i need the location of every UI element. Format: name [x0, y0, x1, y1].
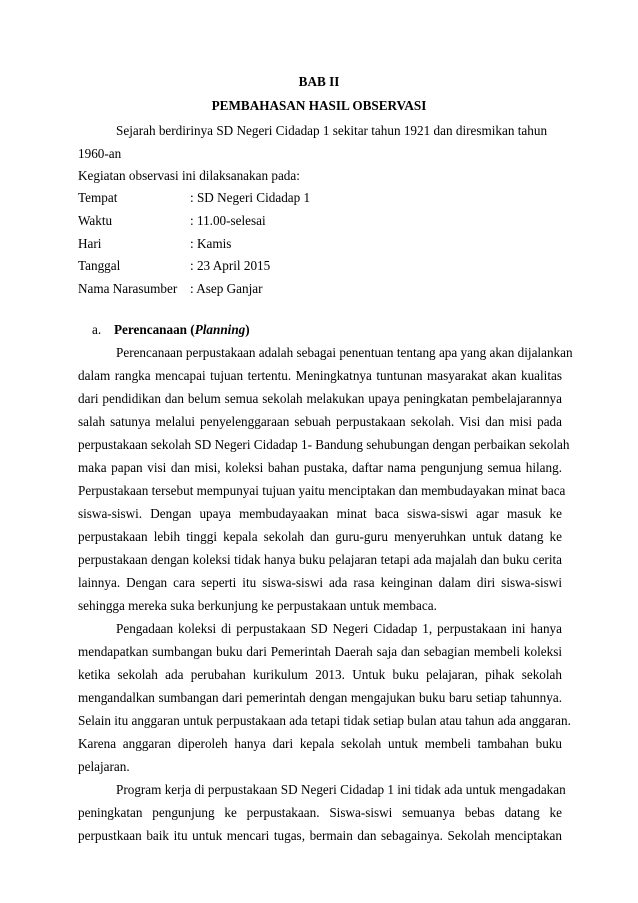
body-line: Program kerja di perpustakaan SD Negeri Cidadap 1 ini tidak ada untuk mengadakan: [116, 782, 566, 797]
field-value-tanggal: : 23 April 2015: [190, 258, 271, 273]
body-line: lainnya. Dengan cara seperti itu siswa-siswi ada rasa keinginan dalam diri siswa-siswi: [78, 575, 562, 590]
body-line: perpustakaan sekolah SD Negeri Cidadap 1- Bandung sehubungan dengan perbaikan sekolah: [78, 437, 570, 452]
body-line: salah satunya melalui penyelenggaraan sebuah perpustakaan sekolah. Visi dan misi pada: [78, 414, 562, 429]
chapter-heading: BAB II: [298, 74, 340, 89]
section-title-suffix: ): [245, 322, 250, 337]
section-title-italic: Planning: [194, 322, 246, 337]
field-label-hari: Hari: [78, 236, 102, 251]
intro-line-3: Kegiatan observasi ini dilaksanakan pada:: [78, 168, 300, 183]
body-line: Karena anggaran diperoleh hanya dari kepala sekolah untuk membeli tambahan buku: [78, 736, 562, 751]
body-line: Perencanaan perpustakaan adalah sebagai penentuan tentang apa yang akan dijalankan: [116, 345, 573, 360]
body-line: perpustakaan lebih tinggi kepala sekolah dan guru-guru menyeruhkan untuk datang ke: [78, 529, 562, 544]
body-line: dari pendidikan dan belum semua sekolah melakukan upaya peningkatan pembelajarannya: [78, 391, 562, 406]
body-line: Perpustakaan tersebut mempunyai tujuan yaitu menciptakan dan membudayakan minat baca: [78, 483, 566, 498]
body-line: perpustkaan baik itu untuk mencari tugas, bermain dan sebagainya. Sekolah menciptakan: [78, 828, 562, 843]
body-line: pelajaran.: [78, 759, 130, 774]
field-label-tempat: Tempat: [78, 190, 118, 205]
field-value-hari: : Kamis: [190, 236, 232, 251]
field-label-tanggal: Tanggal: [78, 258, 121, 273]
body-line: perpustakaan dengan koleksi tidak hanya buku pelajaran tetapi ada majalah dan buku cerita: [78, 552, 562, 567]
section-heading: [92, 322, 250, 338]
chapter-title: PEMBAHASAN HASIL OBSERVASI: [211, 98, 427, 113]
section-number: a.: [92, 322, 102, 337]
field-value-narasumber: : Asep Ganjar: [190, 281, 263, 296]
field-label-narasumber: Nama Narasumber: [78, 281, 178, 296]
section-title-prefix: Perencanaan (: [114, 322, 195, 337]
body-line: mengandalkan sumbangan dari pemerintah dengan mengajukan buku baru setiap tahunnya.: [78, 690, 562, 705]
body-line: sehingga mereka suka berkunjung ke perpustakaan untuk membaca.: [78, 598, 437, 613]
intro-line-2: 1960-an: [78, 146, 122, 161]
intro-line-1: Sejarah berdirinya SD Negeri Cidadap 1 sekitar tahun 1921 dan diresmikan tahun: [116, 123, 548, 138]
body-line: dalam rangka mencapai tujuan tertentu. Meningkatnya tuntunan masyarakat akan kualitas: [78, 368, 562, 383]
body-line: Selain itu anggaran untuk perpustakaan ada tetapi tidak setiap bulan atau tahun ada anggaran.: [78, 713, 571, 728]
field-value-waktu: : 11.00-selesai: [190, 213, 266, 228]
body-line: mendapatkan sumbangan buku dari Pemerintah Daerah saja dan sebagian membeli koleksi: [78, 644, 562, 659]
body-line: peningkatan pengunjung ke perpustakaan. Siswa-siswi semuanya bebas datang ke: [78, 805, 562, 820]
body-line: maka papan visi dan misi, koleksi bahan pustaka, daftar nama pengunjung semua hilang.: [78, 460, 562, 475]
body-line: ketika sekolah ada perubahan kurikulum 2013. Untuk buku pelajaran, pihak sekolah: [78, 667, 562, 682]
body-line: Pengadaan koleksi di perpustakaan SD Negeri Cidadap 1, perpustakaan ini hanya: [116, 621, 562, 636]
field-value-tempat: : SD Negeri Cidadap 1: [190, 190, 311, 205]
body-line: siswa-siswi. Dengan upaya membudayaakan minat baca siswa-siswi agar masuk ke: [78, 506, 562, 521]
field-label-waktu: Waktu: [78, 213, 113, 228]
